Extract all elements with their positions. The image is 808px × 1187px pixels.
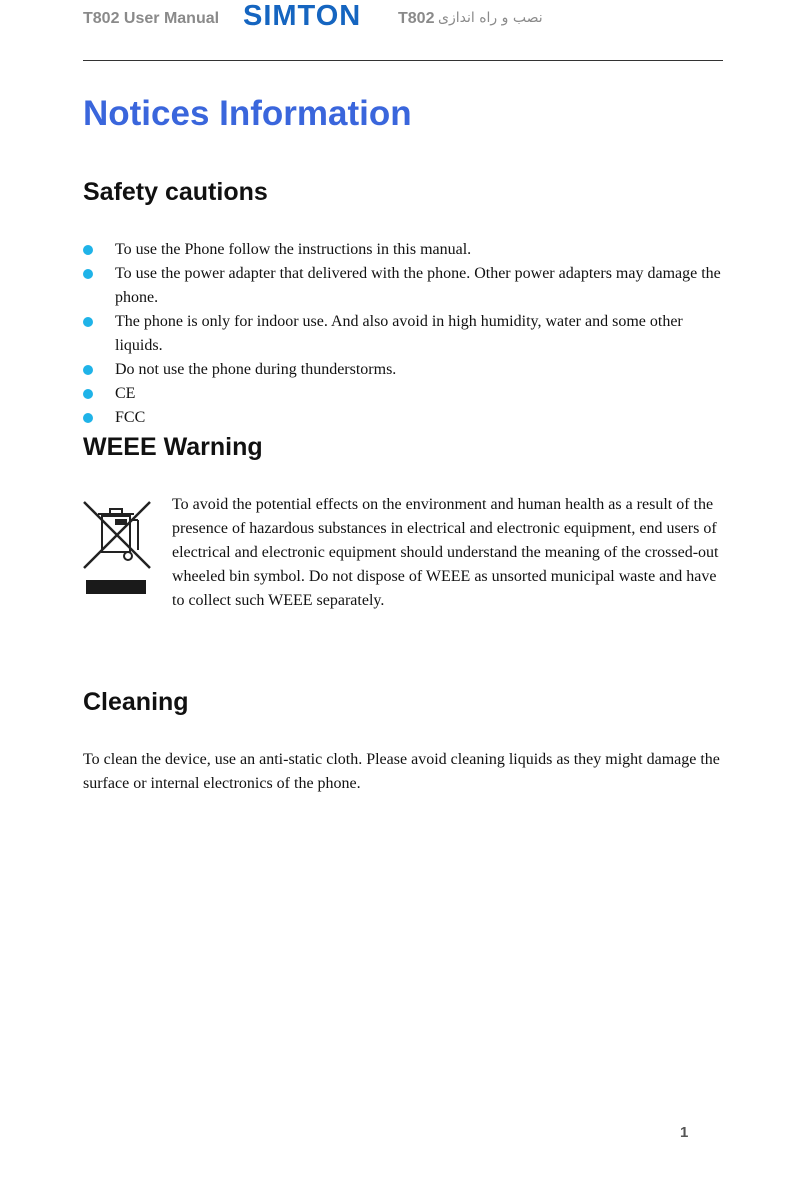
bullet-icon <box>83 413 93 423</box>
list-item <box>83 310 728 358</box>
header-divider <box>83 60 723 61</box>
weee-heading: WEEE Warning <box>83 433 263 461</box>
list-item-text: Do not use the phone during thunderstorms. <box>115 361 397 378</box>
logo-text: SIMTON <box>243 0 362 30</box>
list-item-text: To use the Phone follow the instructions in this manual. <box>115 241 472 258</box>
crossed-out-wheeled-bin-icon <box>80 500 154 598</box>
simton-logo <box>243 0 388 30</box>
header-persian-text: نصب و راه اندازی <box>438 10 543 26</box>
page-number: 1 <box>680 1124 689 1141</box>
bullet-icon <box>83 389 93 399</box>
bullet-icon <box>83 269 93 279</box>
list-item-text: CE <box>115 385 136 402</box>
cleaning-text: To clean the device, use an anti-static cloth. Please avoid cleaning liquids as they might damage the surface or internal electronics of the phone. <box>83 751 720 792</box>
header-manual-title: T802 User Manual <box>83 10 220 27</box>
bullet-icon <box>83 245 93 255</box>
page-header <box>83 0 723 40</box>
cleaning-heading: Cleaning <box>83 688 189 716</box>
list-item <box>83 382 728 406</box>
list-item-text: To use the power adapter that delivered with the phone. Other power adapters may damage the phone. <box>115 265 721 306</box>
list-item <box>83 358 728 382</box>
weee-text: To avoid the potential effects on the environment and human health as a result of the presence of hazardous substances in electrical and electronic equipment, end users of electrical and electronic equipment should understand the meaning of the crossed-out wheeled bin symbol. Do not dispose of WEEE as unsorted municipal waste and have to collect such WEEE separately. <box>172 496 719 609</box>
list-item-text: FCC <box>115 409 146 426</box>
bullet-icon <box>83 365 93 375</box>
safety-list <box>83 238 728 430</box>
list-item <box>83 262 728 310</box>
list-item-text: The phone is only for indoor use. And also avoid in high humidity, water and some other liquids. <box>115 313 683 354</box>
header-model: T802 <box>398 10 435 27</box>
page-title: Notices Information <box>83 94 412 133</box>
safety-heading: Safety cautions <box>83 178 268 206</box>
bullet-icon <box>83 317 93 327</box>
list-item <box>83 238 728 262</box>
list-item <box>83 406 728 430</box>
